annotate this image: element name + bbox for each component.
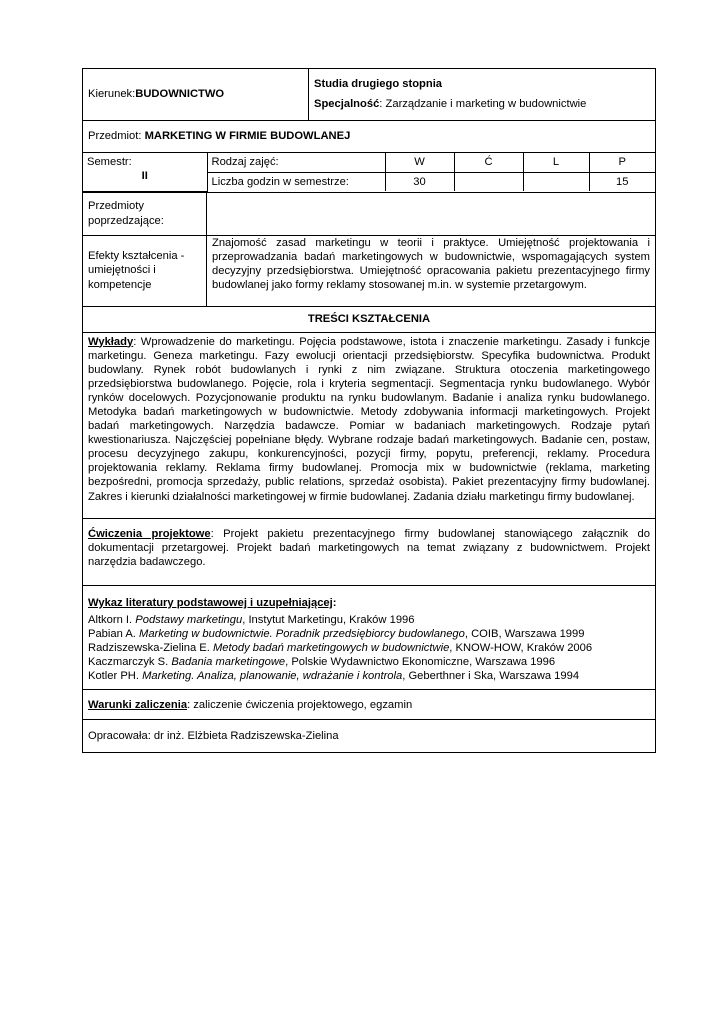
hours-l bbox=[523, 172, 589, 191]
literature-author: Kotler PH. bbox=[88, 670, 143, 683]
prerequisites-label: Przedmioty poprzedzające: bbox=[83, 193, 207, 235]
exercises-text: : Projekt pakietu prezentacyjnego firmy budowlanej stanowiącego załącznik do dokumentacji przetargowej. Projekt badań marketingowych na temat związany z budownictwem. Projekt narzędzia badawczego. bbox=[88, 527, 650, 568]
prerequisites-value bbox=[207, 193, 655, 235]
syllabus-table bbox=[82, 68, 656, 753]
lectures-text: : Wprowadzenie do marketingu. Pojęcia podstawowe, istota i znaczenie marketingu. Zasady i funkcje marketingu. Geneza marketingu. Fazy ewolucji orientacji przedsiębiorstw. Specyfika budownictwa. Produkt budowlany. Rynek robót budowlanych i rynki z nim związane. Struktura otoczenia marketingowego przedsiębiorstwa budowlanego. Pojęcie, rola i kryteria segmentacji. Segmentacja rynku budowlanego. Wybór rynków docelowych. Pozycjonowanie produktu na rynku budowlanym. Badanie i analiza rynku budowlanego. Metodyka badań marketingowych w budownictwie. Metody zdobywania informacji marketingowych. Projekt badań marketingowych. Narzędzia badawcze. Pomiar w badaniach marketingowych. Rodzaje pytań kwestionariusza. Najczęściej popełniane błędy. Wybrane rodzaje badań marketingowych. Badanie cen, postaw, procesu decyzyjnego zakupu, konkurencyjności, pozycji firmy, popytu, preferencji, reklamy. Procedura projektowania reklamy. Reklama firmy budowlanej. Promocja mix w budownictwie (reklama, marketing bezpośredni, promocja sprzedaży, public relations, sprzedaż osobista). Pakiet prezentacyjny firmy budowlanej. Zakres i kierunki działalności marketingowej w firmie budowlanej. Zadania działu marketingu firmy budowlanej. bbox=[88, 335, 650, 503]
literature-title: Badania marketingowe bbox=[171, 656, 286, 669]
author-text: Opracowała: dr inż. Elżbieta Radziszewska-Zielina bbox=[88, 730, 339, 743]
content-title: TREŚCI KSZTAŁCENIA bbox=[83, 307, 655, 333]
literature-publisher: , COIB, Warszawa 1999 bbox=[464, 628, 585, 641]
lectures-label: Wykłady bbox=[88, 335, 134, 348]
conditions-row bbox=[83, 690, 655, 720]
literature-colon: : bbox=[332, 596, 337, 609]
semester-cell bbox=[83, 153, 207, 191]
literature-title: Podstawy marketingu bbox=[135, 614, 243, 626]
literature-author: Radziszewska-Zielina E. bbox=[88, 642, 213, 655]
hours-table bbox=[83, 153, 655, 192]
prerequisites-row bbox=[83, 193, 655, 236]
conditions-label: Warunki zaliczenia bbox=[88, 698, 188, 711]
hours-w: 30 bbox=[385, 172, 454, 191]
literature-item bbox=[88, 641, 650, 655]
lectures-section bbox=[83, 333, 655, 519]
hours-label: Liczba godzin w semestrze: bbox=[207, 172, 385, 191]
outcomes-label: Efekty kształcenia - umiejętności i kompetencje bbox=[83, 236, 207, 306]
literature-publisher: , KNOW-HOW, Kraków 2006 bbox=[449, 642, 593, 655]
literature-item bbox=[88, 613, 650, 627]
outcomes-text: Znajomość zasad marketingu w teorii i praktyce. Umiejętność projektowania i przeprowadzania badań marketingowych w budownictwie, wspomagających system decyzyjny przedsiębiorstwa. Umiejętność opracowania pakietu prezentacyjnego firmy budowlanej jako formy reklamy stosowanej m.in. w systemie przetargowym. bbox=[212, 236, 650, 291]
column-w: W bbox=[385, 153, 454, 172]
field-label: Kierunek: bbox=[88, 88, 136, 101]
literature-publisher: , Instytut Marketingu, Kraków 1996 bbox=[242, 614, 415, 626]
field-of-study bbox=[83, 69, 309, 120]
column-l: L bbox=[523, 153, 589, 172]
hours-c bbox=[454, 172, 523, 191]
outcomes-row bbox=[83, 236, 655, 307]
literature-list bbox=[88, 613, 650, 683]
class-type-label: Rodzaj zajęć: bbox=[207, 153, 385, 172]
exercises-label: Ćwiczenia projektowe bbox=[88, 527, 211, 540]
semester-label: Semestr: bbox=[87, 156, 132, 168]
literature-heading bbox=[88, 596, 650, 610]
literature-publisher: , Geberthner i Ska, Warszawa 1994 bbox=[402, 670, 580, 683]
literature-item bbox=[88, 655, 650, 669]
exercises-section bbox=[83, 519, 655, 586]
study-level: Studia drugiego stopnia bbox=[314, 78, 443, 90]
subject-value: MARKETING W FIRMIE BUDOWLANEJ bbox=[144, 130, 351, 143]
literature-author: Pabian A. bbox=[88, 628, 140, 641]
header-row bbox=[83, 69, 655, 121]
literature-author: Kaczmarczyk S. bbox=[88, 656, 172, 669]
author-row bbox=[83, 720, 655, 752]
literature-author: Altkorn I. bbox=[88, 614, 136, 626]
hours-p: 15 bbox=[589, 172, 655, 191]
specialty-label: Specjalność bbox=[314, 98, 380, 110]
literature-item bbox=[88, 627, 650, 641]
literature-title: Metody badań marketingowych w budownictwie bbox=[212, 642, 450, 655]
subject-label: Przedmiot: bbox=[88, 130, 142, 143]
field-value: BUDOWNICTWO bbox=[135, 88, 225, 101]
literature-label: Wykaz literatury podstawowej i uzupełniającej bbox=[88, 596, 333, 609]
literature-title: Marketing w budownictwie. Poradnik przedsiębiorcy budowlanego bbox=[139, 628, 465, 641]
subject-row bbox=[83, 121, 655, 153]
literature-publisher: , Polskie Wydawnictwo Ekonomiczne, Warszawa 1996 bbox=[285, 656, 556, 669]
specialty-value: : Zarządzanie i marketing w budownictwie bbox=[379, 98, 587, 110]
column-c: Ć bbox=[454, 153, 523, 172]
conditions-text: : zaliczenie ćwiczenia projektowego, egzamin bbox=[187, 698, 413, 711]
semester-value: II bbox=[141, 170, 148, 182]
literature-item bbox=[88, 669, 650, 683]
semester-row bbox=[83, 153, 655, 193]
syllabus-document bbox=[82, 68, 656, 753]
column-p: P bbox=[589, 153, 655, 172]
literature-section bbox=[83, 586, 655, 691]
specialty bbox=[314, 97, 655, 117]
study-info bbox=[309, 69, 655, 120]
literature-title: Marketing. Analiza, planowanie, wdrażanie i kontrola bbox=[142, 670, 403, 683]
